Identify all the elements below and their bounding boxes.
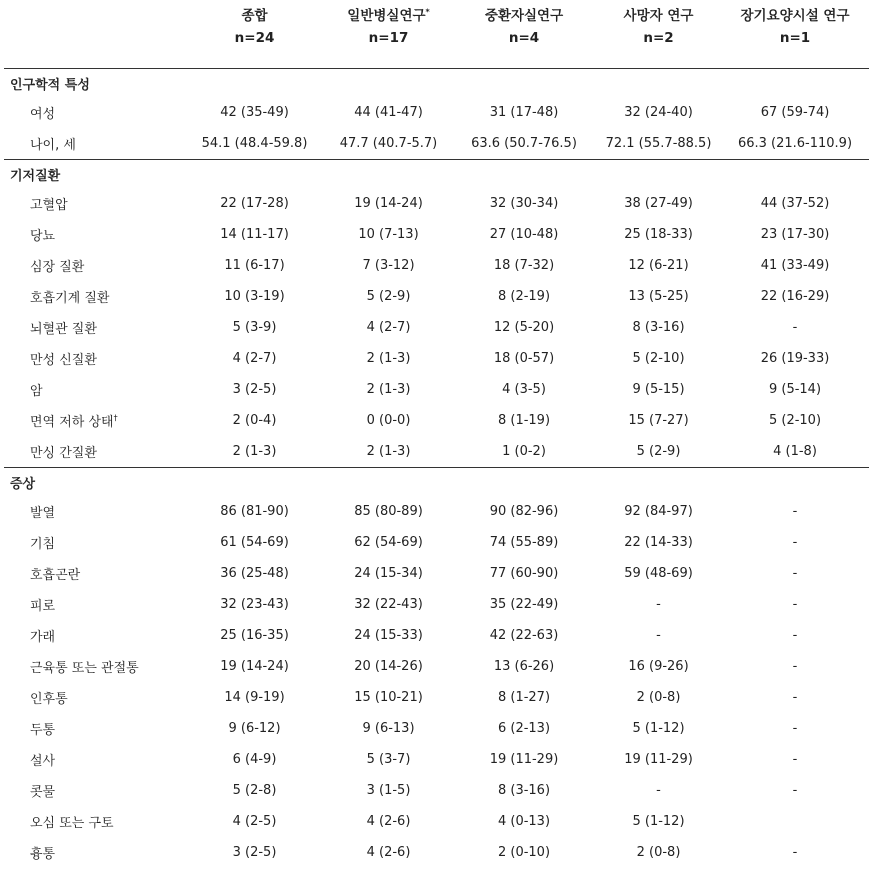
header-n-total: n=24 [184, 30, 325, 69]
row-label-text: 흉통 [30, 847, 56, 862]
value-cell: 2 (0-8) [636, 690, 681, 705]
value-cell: 4 (2-6) [366, 845, 411, 860]
section-title: 기저질환 [4, 160, 869, 189]
value-cell: 5 (2-9) [636, 444, 681, 459]
value-cell: 1 (0-2) [502, 444, 546, 459]
row-label [4, 219, 184, 250]
value-cell: 19 (14-24) [354, 196, 423, 211]
value-cell: 4 (1-8) [773, 444, 817, 459]
value-cell: 24 (15-34) [354, 566, 423, 581]
value-cell: 10 (3-19) [224, 289, 285, 304]
table-row [4, 806, 869, 837]
table-row [4, 775, 869, 806]
value-cell: 11 (6-17) [224, 258, 285, 273]
table-row [4, 837, 869, 868]
table-body [4, 69, 869, 869]
row-label [4, 620, 184, 651]
row-label-text: 두통 [30, 723, 56, 738]
row-label-text: 나이, 세 [30, 138, 76, 153]
table-row [4, 496, 869, 527]
row-label-text: 콧물 [30, 785, 56, 800]
value-cell: 61 (54-69) [220, 535, 289, 550]
value-cell: 42 (22-63) [489, 628, 559, 643]
value-cell: 59 (48-69) [624, 566, 693, 581]
value-cell: 35 (22-49) [489, 597, 559, 612]
value-cell: 5 (3-7) [366, 752, 411, 767]
value-cell: 5 (1-12) [632, 721, 685, 736]
value-cell: 4 (2-6) [366, 814, 411, 829]
table-row [4, 312, 869, 343]
table-row [4, 744, 869, 775]
value-cell: 74 (55-89) [489, 535, 559, 550]
row-label [4, 188, 184, 219]
value-cell: - [792, 566, 798, 581]
value-cell: - [656, 597, 661, 612]
header-blank [4, 30, 184, 69]
value-cell: - [792, 752, 798, 767]
value-cell: 0 (0-0) [366, 413, 411, 428]
row-label [4, 312, 184, 343]
value-cell: 4 (2-7) [366, 320, 411, 335]
table-row [4, 343, 869, 374]
value-cell: 92 (84-97) [624, 504, 693, 519]
value-cell: - [792, 659, 798, 674]
value-cell: 9 (6-12) [228, 721, 281, 736]
value-cell: 8 (2-19) [497, 289, 551, 304]
value-cell: 36 (25-48) [220, 566, 289, 581]
row-label-text: 암 [30, 384, 43, 399]
value-cell [721, 806, 869, 837]
value-cell: 14 (9-19) [224, 690, 285, 705]
value-cell: 8 (1-27) [497, 690, 551, 705]
table-row [4, 97, 869, 128]
row-label [4, 128, 184, 160]
table-row [4, 589, 869, 620]
row-label [4, 744, 184, 775]
value-cell: 18 (0-57) [493, 351, 555, 366]
value-cell: 5 (2-8) [232, 783, 277, 798]
value-cell: 6 (2-13) [497, 721, 551, 736]
value-cell: 63.6 (50.7-76.5) [471, 136, 577, 151]
row-label [4, 837, 184, 868]
row-label [4, 589, 184, 620]
table-row [4, 651, 869, 682]
value-cell: 15 (10-21) [354, 690, 423, 705]
table-row [4, 374, 869, 405]
summary-table [4, 0, 869, 868]
value-cell: 32 (22-43) [354, 597, 423, 612]
section-header-row [4, 69, 869, 98]
row-label-text: 설사 [30, 754, 56, 769]
value-cell: 3 (2-5) [232, 845, 277, 860]
value-cell: 14 (11-17) [220, 227, 289, 242]
row-label [4, 806, 184, 837]
section-header-row [4, 160, 869, 189]
row-label [4, 374, 184, 405]
value-cell: 26 (19-33) [760, 351, 830, 366]
value-cell: 77 (60-90) [489, 566, 559, 581]
row-label [4, 343, 184, 374]
value-cell: 3 (2-5) [232, 382, 277, 397]
table-row [4, 713, 869, 744]
value-cell: 5 (2-9) [366, 289, 411, 304]
value-cell: - [792, 504, 798, 519]
value-cell: 19 (11-29) [489, 752, 559, 767]
value-cell: 4 (2-5) [232, 814, 277, 829]
value-cell: 6 (4-9) [232, 752, 277, 767]
header-row-counts [4, 30, 869, 69]
value-cell: - [656, 783, 661, 798]
header-row-titles [4, 0, 869, 30]
value-cell: 25 (18-33) [624, 227, 693, 242]
row-label [4, 281, 184, 312]
header-icu: 중환자실연구 [484, 8, 564, 24]
table-row [4, 527, 869, 558]
value-cell: 9 (6-13) [362, 721, 415, 736]
row-label [4, 527, 184, 558]
value-cell: 9 (5-14) [768, 382, 822, 397]
value-cell: 9 (5-15) [632, 382, 685, 397]
value-cell: - [792, 721, 798, 736]
row-label [4, 436, 184, 468]
row-label [4, 713, 184, 744]
table-row [4, 281, 869, 312]
row-label-text: 뇌혈관 질환 [30, 322, 97, 337]
value-cell: 54.1 (48.4-59.8) [201, 136, 308, 151]
header-deceased: 사망자 연구 [623, 8, 694, 24]
value-cell: 7 (3-12) [362, 258, 415, 273]
value-cell: 72.1 (55.7-88.5) [605, 136, 712, 151]
row-label [4, 250, 184, 281]
row-label-text: 만성 신질환 [30, 353, 97, 368]
value-cell: 66.3 (21.6-110.9) [737, 136, 853, 151]
value-cell: 44 (37-52) [760, 196, 830, 211]
table-row [4, 682, 869, 713]
value-cell: 2 (1-3) [366, 351, 411, 366]
table-row [4, 405, 869, 436]
section-title: 인구학적 특성 [10, 77, 90, 93]
row-label-text: 발열 [30, 506, 56, 521]
table-row [4, 188, 869, 219]
row-label-text: 근육통 또는 관절통 [30, 661, 139, 676]
value-cell: 42 (35-49) [220, 105, 289, 120]
section-header-row [4, 468, 869, 497]
value-cell: 41 (33-49) [760, 258, 830, 273]
table-row [4, 128, 869, 160]
row-label-text: 만싱 간질환 [30, 446, 97, 461]
row-label [4, 775, 184, 806]
row-label [4, 682, 184, 713]
value-cell: 12 (5-20) [493, 320, 555, 335]
value-cell: 2 (0-10) [497, 845, 551, 860]
row-label-text: 호흡기계 질환 [30, 291, 110, 306]
value-cell: 22 (14-33) [624, 535, 693, 550]
value-cell: 2 (0-8) [636, 845, 681, 860]
header-n-long-term-care: n=1 [721, 30, 869, 69]
value-cell: 47.7 (40.7-5.7) [339, 136, 438, 151]
table-row [4, 436, 869, 468]
header-total: 종합 [241, 8, 268, 24]
header-n-deceased: n=2 [596, 30, 721, 69]
row-label [4, 405, 184, 436]
row-label-text: 오심 또는 구토 [30, 816, 114, 831]
row-label [4, 97, 184, 128]
value-cell: 5 (2-10) [768, 413, 822, 428]
value-cell: 67 (59-74) [760, 105, 830, 120]
row-label-text: 심장 질환 [30, 260, 85, 275]
value-cell: 20 (14-26) [354, 659, 423, 674]
row-label [4, 496, 184, 527]
value-cell: 23 (17-30) [760, 227, 830, 242]
row-label [4, 558, 184, 589]
row-label-text: 기침 [30, 537, 56, 552]
value-cell: 4 (3-5) [502, 382, 546, 397]
value-cell: 4 (2-7) [232, 351, 277, 366]
value-cell: 32 (24-40) [624, 105, 693, 120]
value-cell: 13 (6-26) [493, 659, 555, 674]
value-cell: 18 (7-32) [493, 258, 555, 273]
value-cell: - [792, 783, 798, 798]
header-n-general-ward: n=17 [325, 30, 452, 69]
value-cell: 44 (41-47) [354, 105, 423, 120]
value-cell: - [792, 628, 798, 643]
value-cell: - [656, 628, 661, 643]
value-cell: 16 (9-26) [628, 659, 689, 674]
value-cell: 32 (30-34) [489, 196, 559, 211]
value-cell: 2 (1-3) [366, 444, 411, 459]
table-row [4, 219, 869, 250]
value-cell: - [792, 845, 798, 860]
section-title: 증상 [4, 468, 869, 497]
row-label-text: 호흡곤란 [30, 568, 81, 583]
value-cell: 8 (3-16) [497, 783, 551, 798]
value-cell: 27 (10-48) [489, 227, 559, 242]
value-cell: 19 (11-29) [624, 752, 693, 767]
table-row [4, 250, 869, 281]
value-cell: - [792, 597, 798, 612]
row-label-text: 당뇨 [30, 229, 56, 244]
value-cell: 22 (17-28) [220, 196, 289, 211]
value-cell: 8 (3-16) [632, 320, 685, 335]
value-cell: 38 (27-49) [624, 196, 693, 211]
header-general-ward: 일반병실연구* [347, 7, 430, 24]
value-cell: 3 (1-5) [366, 783, 411, 798]
header-blank [4, 0, 184, 30]
value-cell: 10 (7-13) [358, 227, 419, 242]
value-cell: 12 (6-21) [628, 258, 689, 273]
table-row [4, 620, 869, 651]
value-cell: 5 (1-12) [632, 814, 685, 829]
value-cell: 2 (0-4) [232, 413, 277, 428]
value-cell: - [792, 690, 798, 705]
row-label-text: 피로 [30, 599, 56, 614]
value-cell: 31 (17-48) [489, 105, 559, 120]
value-cell: - [792, 320, 798, 335]
value-cell: 62 (54-69) [354, 535, 423, 550]
value-cell: 90 (82-96) [489, 504, 559, 519]
value-cell: 5 (3-9) [232, 320, 277, 335]
value-cell: 15 (7-27) [628, 413, 689, 428]
footnote-mark: † [113, 413, 118, 423]
row-label-text: 가래 [30, 630, 56, 645]
value-cell: 86 (81-90) [220, 504, 289, 519]
table-row [4, 558, 869, 589]
value-cell: 8 (1-19) [497, 413, 551, 428]
value-cell: 25 (16-35) [220, 628, 289, 643]
value-cell: 32 (23-43) [220, 597, 289, 612]
value-cell: 24 (15-33) [354, 628, 423, 643]
value-cell: 22 (16-29) [760, 289, 830, 304]
value-cell: 19 (14-24) [220, 659, 289, 674]
value-cell: 13 (5-25) [628, 289, 689, 304]
header-long-term-care: 장기요양시설 연구 [740, 8, 850, 24]
row-label-text: 여성 [30, 107, 56, 122]
row-label-text: 인후통 [30, 692, 68, 707]
value-cell: - [792, 535, 798, 550]
value-cell: 2 (1-3) [366, 382, 411, 397]
value-cell: 85 (80-89) [354, 504, 423, 519]
value-cell: 2 (1-3) [232, 444, 277, 459]
row-label [4, 651, 184, 682]
value-cell: 5 (2-10) [632, 351, 685, 366]
row-label-text: 면역 저하 상태 [30, 415, 114, 430]
row-label-text: 고혈압 [30, 198, 68, 213]
value-cell: 4 (0-13) [497, 814, 551, 829]
header-n-icu: n=4 [452, 30, 596, 69]
